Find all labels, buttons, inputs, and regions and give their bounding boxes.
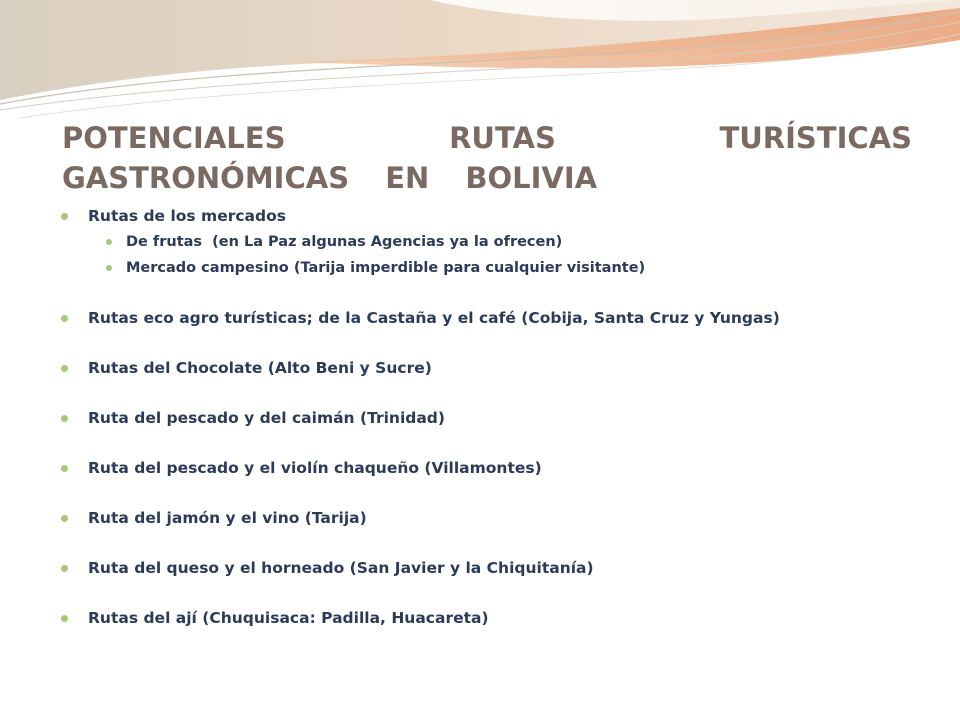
bullet-dot-icon	[61, 565, 68, 572]
slide-title	[62, 118, 912, 198]
list-item-text: Ruta del pescado y del caimán (Trinidad)	[88, 409, 445, 427]
bullet-dot-icon	[61, 615, 68, 622]
sub-list-item	[60, 258, 900, 278]
list-item-text: Ruta del jamón y el vino (Tarija)	[88, 509, 367, 527]
title-line-2	[62, 158, 912, 198]
list-item-text: Ruta del queso y el horneado (San Javier y la Chiquitanía)	[88, 559, 594, 577]
bullet-list	[60, 206, 900, 628]
list-item	[60, 458, 900, 478]
list-item	[60, 308, 900, 328]
decorative-wave-header	[0, 0, 960, 120]
title-line-1	[62, 118, 912, 158]
list-item-text: Rutas de los mercados	[88, 207, 286, 225]
bullet-dot-icon	[106, 265, 112, 271]
list-item	[60, 206, 900, 226]
title-word: BOLIVIA	[465, 161, 598, 195]
title-word: TURÍSTICAS	[719, 121, 912, 155]
bullet-dot-icon	[61, 365, 68, 372]
bullet-dot-icon	[61, 315, 68, 322]
list-item-text: Ruta del pescado y el violín chaqueño (Villamontes)	[88, 459, 542, 477]
bullet-dot-icon	[61, 465, 68, 472]
list-item-text: Rutas del ají (Chuquisaca: Padilla, Huacareta)	[88, 609, 489, 627]
title-word: POTENCIALES	[62, 121, 286, 155]
title-word: RUTAS	[449, 121, 556, 155]
list-item-text: Rutas eco agro turísticas; de la Castaña y el café (Cobija, Santa Cruz y Yungas)	[88, 309, 780, 327]
list-item	[60, 558, 900, 578]
sub-list-item-text: Mercado campesino (Tarija imperdible para cualquier visitante)	[126, 260, 646, 276]
list-item	[60, 408, 900, 428]
bullet-dot-icon	[61, 515, 68, 522]
list-item	[60, 358, 900, 378]
bullet-dot-icon	[61, 213, 68, 220]
list-item	[60, 508, 900, 528]
title-word: EN	[385, 161, 430, 195]
list-item-text: Rutas del Chocolate (Alto Beni y Sucre)	[88, 359, 432, 377]
title-word: GASTRONÓMICAS	[62, 161, 350, 195]
bullet-dot-icon	[61, 415, 68, 422]
sub-list-item-text: De frutas (en La Paz algunas Agencias ya la ofrecen)	[126, 234, 563, 250]
bullet-dot-icon	[106, 239, 112, 245]
sub-list-item	[60, 232, 900, 252]
list-item	[60, 608, 900, 628]
